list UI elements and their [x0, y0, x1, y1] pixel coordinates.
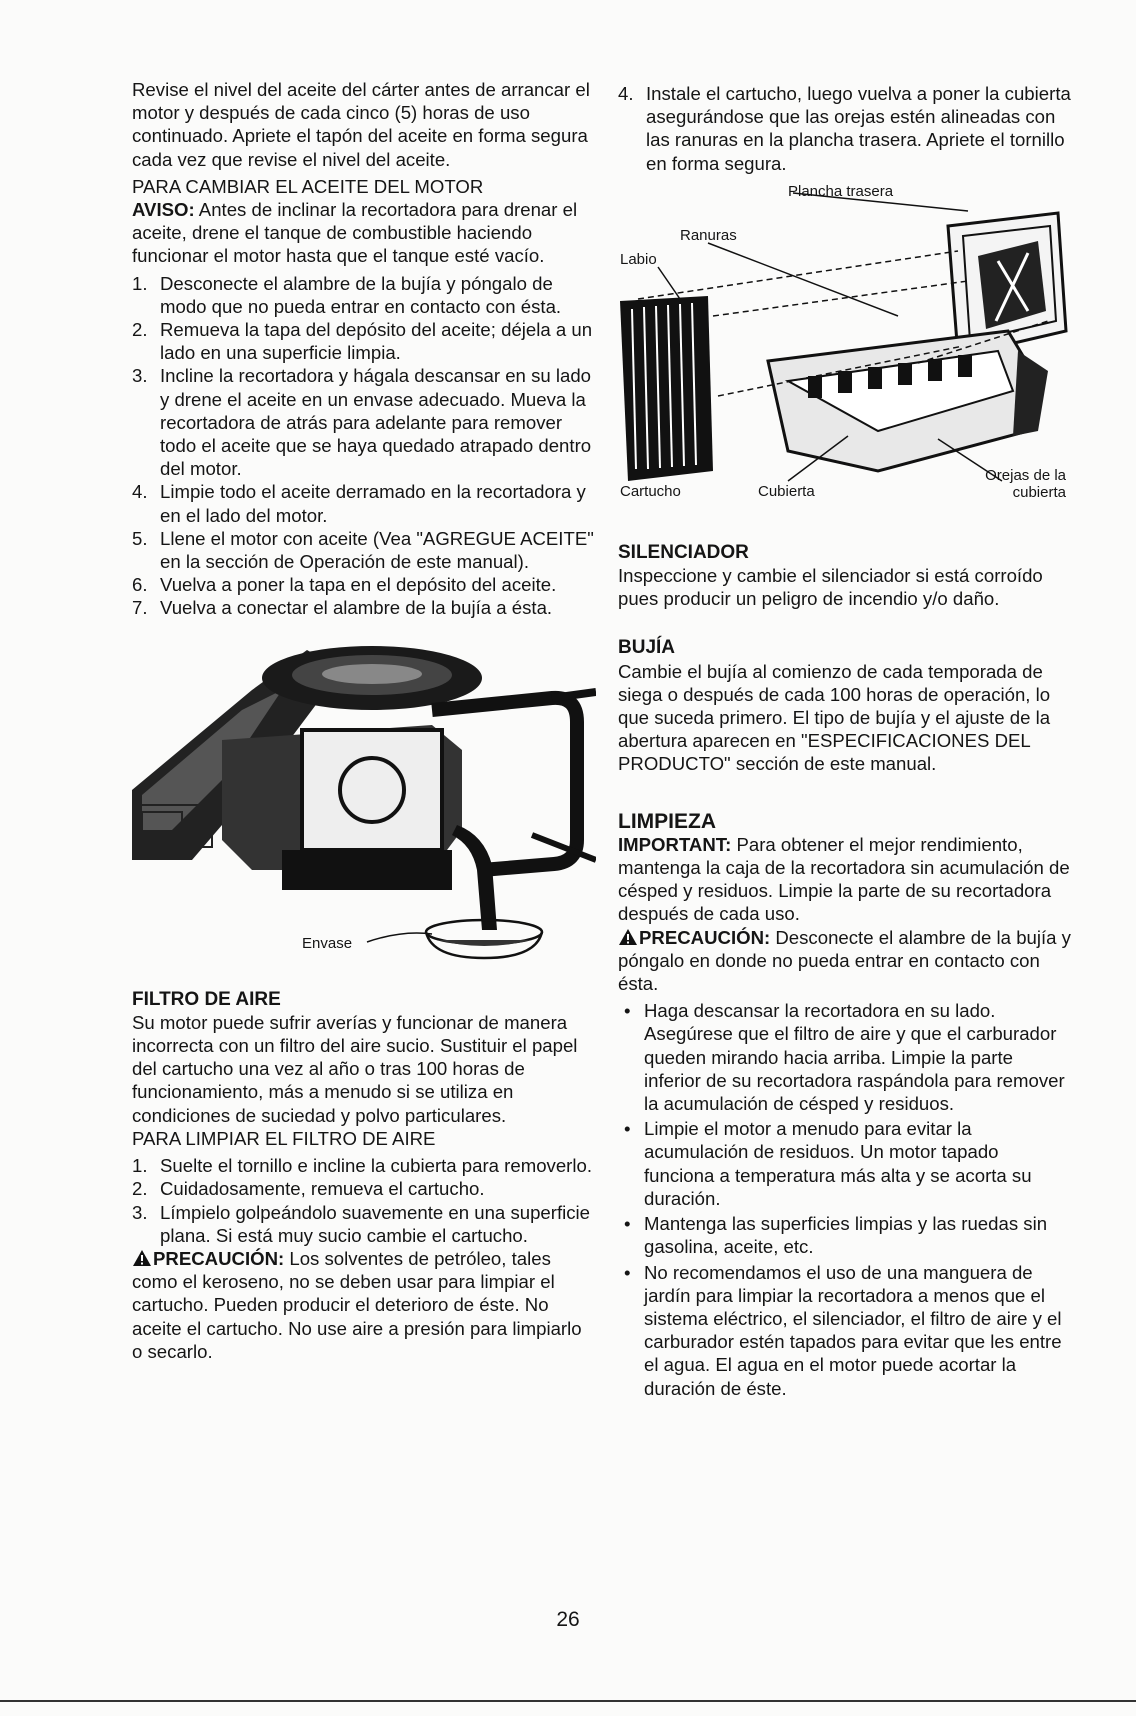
- notice-text: Antes de inclinar la recortadora para drenar el aceite, drene el tanque de combustible haciendo funcionar el motor hasta que el tanque esté vacío.: [132, 199, 578, 267]
- install-step: [618, 82, 1072, 175]
- step-number: 7.: [132, 597, 148, 619]
- step-text: Incline la recortadora y hágala descansar en su lado y drene el aceite en un envase adecuado. Mueva la recortadora de atrás para adelante para remover todo el aceite que se haya quedado atrapado dentro del motor.: [160, 365, 592, 480]
- notice-label: AVISO:: [132, 199, 195, 221]
- cleaning-caution-paragraph: [618, 926, 1072, 996]
- step-text: Vuelva a conectar el alambre de la bujía a ésta.: [160, 597, 553, 619]
- oil-check-intro: Revise el nivel del aceite del cárter antes de arrancar el motor y después de cada cinco (5) horas de uso continuado. Apriete el tapón del aceite en forma segura cada vez que revise el nivel del aceite.: [132, 79, 590, 170]
- step-text: Desconecte el alambre de la bujía y póngalo de modo que no pueda entrar en contacto con ésta.: [160, 272, 562, 317]
- oil-drain-drawing: [132, 630, 596, 960]
- muffler-text: Inspeccione y cambie el silenciador si está corroído pues producir un peligro de incendio y/o daño.: [618, 565, 1043, 610]
- caution-label: PRECAUCIÓN:: [153, 1247, 285, 1269]
- list-item: [132, 272, 596, 318]
- page-number: 26: [556, 1608, 580, 1631]
- container-label: Envase: [302, 934, 353, 952]
- step-number: 4.: [132, 481, 148, 503]
- step-text: Instale el cartucho, luego vuelva a poner la cubierta asegurándose que las orejas estén alineadas con las ranuras en la plancha trasera. Apriete el tornillo en forma segura.: [646, 83, 1071, 174]
- bullet-text: No recomendamos el uso de una manguera de jardín para limpiar la recortadora a menos que el sistema eléctrico, el silenciador, el filtro de aire y el carburador estén tapados para evitar que les entre el agua. El agua en el motor puede acortar la duración de éste.: [644, 1261, 1062, 1399]
- list-item: [618, 1261, 1072, 1400]
- important-text: Para obtener el mejor rendimiento, mantenga la caja de la recortadora sin acumulación de césped y residuos. Limpie la parte de su recortadora después de cada uso.: [618, 833, 1070, 925]
- bullet-text: Mantenga las superficies limpias y las ruedas sin gasolina, aceite, etc.: [644, 1213, 1048, 1258]
- left-column: [132, 78, 596, 1363]
- list-item: [132, 364, 596, 480]
- list-item: [132, 480, 596, 526]
- step-number: 4.: [618, 83, 634, 104]
- clean-filter-heading: PARA LIMPIAR EL FILTRO DE AIRE: [132, 1127, 436, 1149]
- list-item: [618, 82, 1072, 175]
- important-label: IMPORTANT:: [618, 833, 732, 855]
- step-number: 1.: [132, 1155, 148, 1177]
- cover-ears-label: Orejas de la cubierta: [985, 466, 1066, 501]
- list-item: [618, 999, 1072, 1115]
- lip-label: Labio: [620, 250, 657, 268]
- caution-text: Los solventes de petróleo, tales como el keroseno, no se deben usar para limpiar el cartucho. Pueden producir el deterioro de éste. No aceite el cartucho. No use aire a presión para limpiarlo o secarlo.: [132, 1247, 582, 1362]
- change-oil-heading: PARA CAMBIAR EL ACEITE DEL MOTOR: [132, 175, 484, 197]
- caution-text: Desconecte el alambre de la bujía y póngalo en donde no pueda entrar en contacto con ésta.: [618, 926, 1071, 995]
- bullet-icon: •: [624, 1118, 631, 1140]
- oil-steps-list: [132, 272, 596, 620]
- step-text: Llene el motor con aceite (Vea "AGREGUE ACEITE" en la sección de Operación de este manual).: [160, 527, 594, 573]
- list-item: [132, 573, 596, 596]
- step-text: Cuidadosamente, remueva el cartucho.: [160, 1178, 485, 1200]
- cartridge-label: Cartucho: [620, 482, 681, 500]
- bullet-icon: •: [624, 1213, 631, 1235]
- notice-paragraph: [132, 198, 596, 268]
- cover-label: Cubierta: [758, 482, 815, 500]
- step-number: 3.: [132, 1201, 148, 1223]
- list-item: [132, 1154, 596, 1177]
- step-number: 3.: [132, 365, 148, 387]
- caution-paragraph: [132, 1247, 596, 1363]
- step-text: Suelte el tornillo e incline la cubierta para removerlo.: [160, 1155, 593, 1177]
- list-item: [132, 318, 596, 364]
- filter-steps-list: [132, 1154, 596, 1247]
- air-filter-heading: FILTRO DE AIRE: [132, 988, 281, 1010]
- list-item: [132, 527, 596, 573]
- warning-triangle-icon: [132, 1249, 152, 1267]
- important-paragraph: [618, 833, 1072, 926]
- slots-label: Ranuras: [680, 226, 737, 244]
- back-plate-label: Plancha trasera: [788, 182, 894, 200]
- bullet-icon: •: [624, 1000, 631, 1022]
- bullet-text: Haga descansar la recortadora en su lado. Asegúrese que el filtro de aire y que el carburador queden mirando hacia arriba. Limpie la parte inferior de su recortadora raspándola para remover la acumulación de césped y residuos.: [644, 1000, 1065, 1115]
- bottom-divider: [0, 1700, 1136, 1702]
- step-number: 5.: [132, 527, 148, 549]
- cleaning-heading: LIMPIEZA: [618, 809, 716, 833]
- step-number: 6.: [132, 574, 148, 596]
- warning-triangle-icon: [618, 928, 638, 946]
- step-text: Límpielo golpeándolo suavemente en una superficie plana. Si está muy sucio cambie el cartucho.: [160, 1201, 591, 1246]
- air-filter-text: Su motor puede sufrir averías y funcionar de manera incorrecta con un filtro del aire sucio. Sustituir el papel del cartucho una vez al año o tras 100 horas de funcionamiento, más a menudo si se utiliza en condiciones de suciedad y polvo particulares.: [132, 1011, 578, 1126]
- oil-drain-illustration: [132, 630, 596, 960]
- list-item: [132, 1201, 596, 1247]
- right-column: [618, 78, 1072, 1402]
- step-text: Limpie todo el aceite derramado en la recortadora y en el lado del motor.: [160, 481, 586, 526]
- air-filter-illustration: [618, 181, 1072, 521]
- step-text: Remueva la tapa del depósito del aceite; déjela a un lado en una superficie limpia.: [160, 319, 593, 364]
- step-number: 2.: [132, 1178, 148, 1200]
- list-item: [618, 1117, 1072, 1210]
- spark-plug-heading: BUJÍA: [618, 637, 676, 659]
- list-item: [618, 1212, 1072, 1258]
- list-item: [132, 1177, 596, 1200]
- list-item: [132, 596, 596, 619]
- muffler-heading: SILENCIADOR: [618, 541, 749, 563]
- spark-plug-text: Cambie el bujía al comienzo de cada temporada de siega o después de cada 100 horas de operación, lo que suceda primero. El tipo de bujía y el ajuste de la abertura aparecen en "ESPECIFICACIONES DEL PRODUCTO" sección de este manual.: [618, 660, 1051, 775]
- caution-label: PRECAUCIÓN:: [639, 926, 771, 948]
- step-number: 2.: [132, 319, 148, 341]
- cleaning-bullets-list: [618, 999, 1072, 1399]
- bullet-text: Limpie el motor a menudo para evitar la acumulación de residuos. Un motor tapado funciona a temperatura más alta y se acorta su duración.: [644, 1118, 1032, 1209]
- step-number: 1.: [132, 272, 148, 294]
- bullet-icon: •: [624, 1261, 631, 1283]
- step-text: Vuelva a poner la tapa en el depósito del aceite.: [160, 574, 557, 596]
